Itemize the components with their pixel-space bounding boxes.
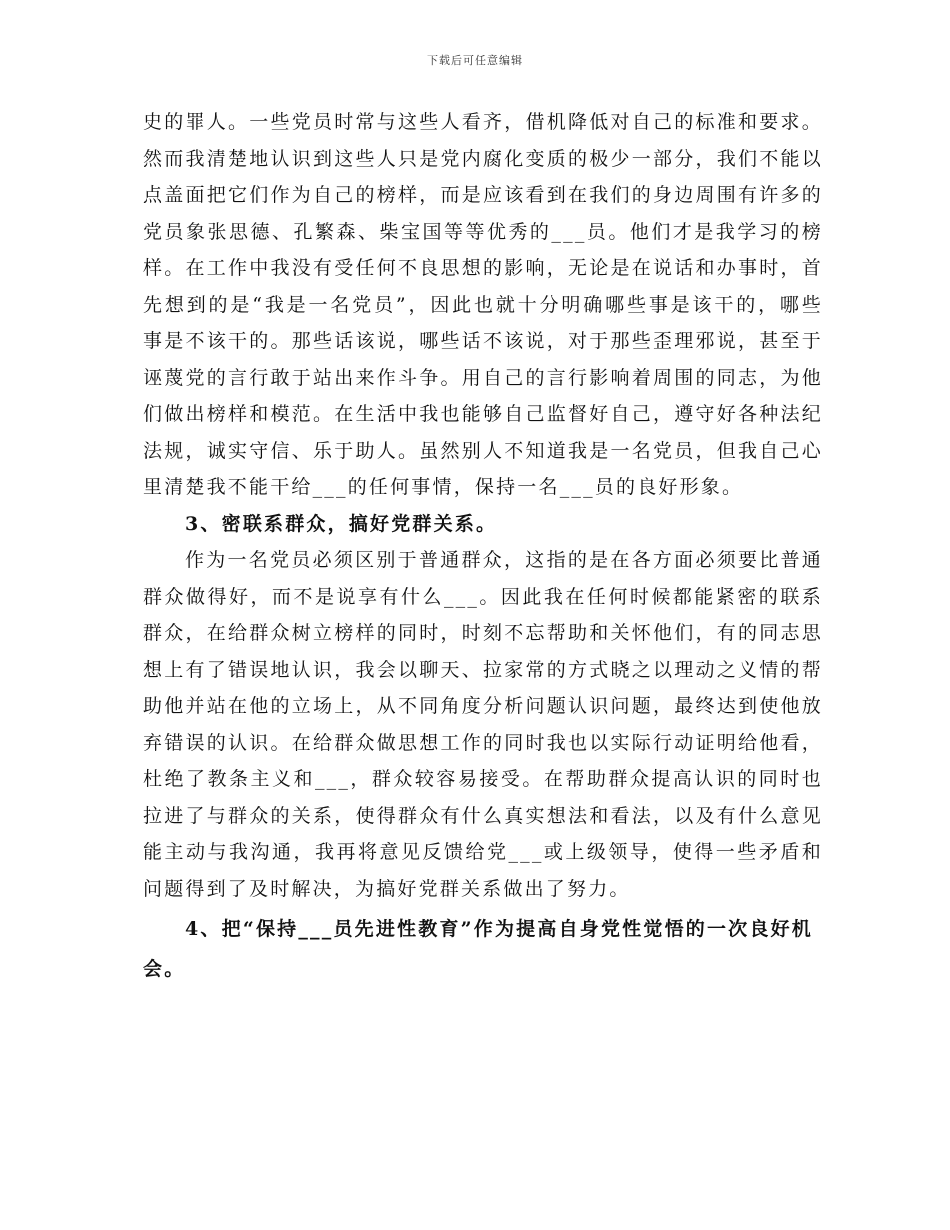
page-header-note: 下载后可任意编辑 (427, 54, 523, 67)
section-heading-3: 3、密联系群众，搞好党群关系。 (185, 512, 498, 535)
paragraph-continued: 史的罪人。一些党员时常与这些人看齐，借机降低对自己的标准和要求。然而我清楚地认识到这些人只是党内腐化变质的极少一部分，我们不能以点盖面把它们作为自己的榜样，而是应该看到在我们的身边周围有许多的党员象张思德、孔繁森、柴宝国等等优秀的___员。他们才是我学习的榜样。在工作中我没有受任何不良思想的影响，无论是在说话和办事时，首先想到的是“我是一名党员”，因此也就十分明确哪些事是该干的，哪些事是不该干的。那些话该说，哪些话不该说，对于那些歪理邪说，甚至于诬蔑党的言行敢于站出来作斗争。用自己的言行影响着周围的同志，为他们做出榜样和模范。在生活中我也能够自己监督好自己，遵守好各种法纪法规，诚实守信、乐于助人。虽然别人不知道我是一名党员，但我自己心里清楚我不能干给___的任何事情，保持一名___员的良好形象。 (143, 111, 823, 498)
paragraph-section-3: 作为一名党员必须区别于普通群众，这指的是在各方面必须要比普通群众做得好，而不是说享有什么___。因此我在任何时候都能紧密的联系群众，在给群众树立榜样的同时，时刻不忘帮助和关怀他们，有的同志思想上有了错误地认识，我会以聊天、拉家常的方式晓之以理动之义情的帮助他并站在他的立场上，从不同角度分析问题认识问题，最终达到使他放弃错误的认识。在给群众做思想工作的同时我也以实际行动证明给他看，杜绝了教条主义和___，群众较容易接受。在帮助群众提高认识的同时也拉进了与群众的关系，使得群众有什么真实想法和看法，以及有什么意见能主动与我沟通，我再将意见反馈给党___或上级领导，使得一些矛盾和问题得到了及时解决，为搞好党群关系做出了努力。 (143, 549, 823, 900)
section-heading-4: 4、把“保持___员先进性教育”作为提高自身党性觉悟的一次良好机会。 (143, 918, 813, 980)
document-body (143, 104, 823, 989)
